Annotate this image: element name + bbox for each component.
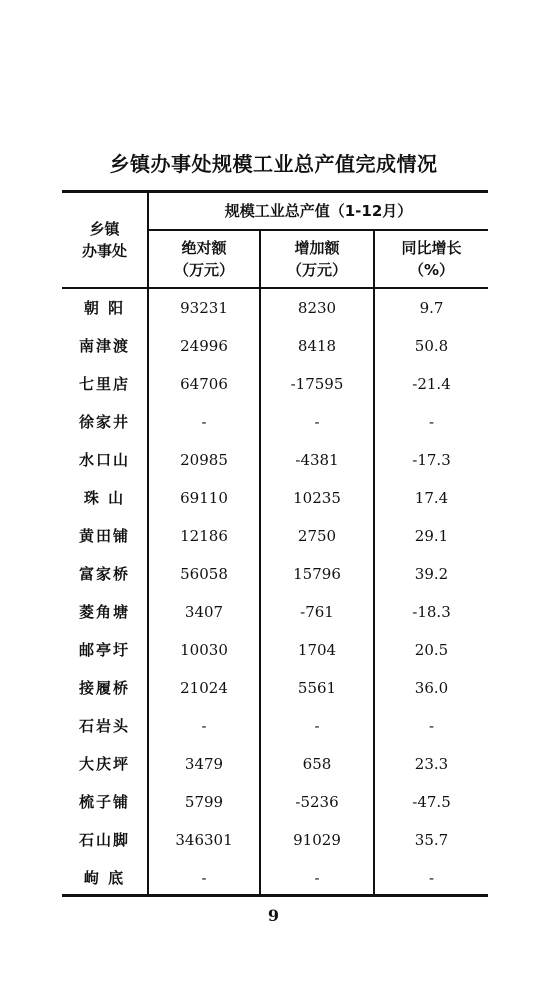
row-name: 珠 山 — [83, 489, 126, 507]
cell-absolute: 10030 — [180, 641, 228, 659]
row-name: 富家桥 — [78, 565, 130, 583]
cell-increase: -5236 — [295, 793, 339, 811]
cell-absolute: 12186 — [180, 527, 228, 545]
cell-growth: -18.3 — [412, 603, 451, 621]
cell-growth: 17.4 — [414, 489, 449, 507]
cell-increase: 91029 — [293, 831, 341, 849]
row-name: 七里店 — [78, 375, 130, 393]
cell-absolute: - — [201, 869, 207, 887]
cell-increase: 1704 — [297, 641, 337, 659]
group-header-label: 规模工业总产值（1-12月） — [224, 202, 413, 220]
cell-increase: -4381 — [295, 451, 339, 469]
column-header-increase-line1: 增加额 — [294, 238, 340, 257]
cell-absolute: 21024 — [180, 679, 228, 697]
cell-increase: 2750 — [297, 527, 337, 545]
cell-increase: -17595 — [290, 375, 344, 393]
cell-absolute: 20985 — [180, 451, 228, 469]
row-name: 梳子铺 — [78, 793, 130, 811]
cell-increase: -761 — [300, 603, 334, 621]
cell-absolute: 5799 — [184, 793, 224, 811]
row-name: 石岩头 — [78, 717, 130, 735]
column-header-growth-line1: 同比增长 — [401, 238, 462, 257]
row-name: 朝 阳 — [83, 299, 126, 317]
cell-growth: -47.5 — [412, 793, 451, 811]
row-name: 黄田铺 — [78, 527, 130, 545]
row-label-header-line1: 乡镇 — [89, 220, 120, 238]
row-label-header — [62, 193, 147, 287]
cell-increase: 8230 — [297, 299, 337, 317]
page-number: 9 — [267, 906, 280, 925]
column-header-absolute-line2: （万元） — [173, 260, 234, 279]
cell-absolute: 3479 — [184, 755, 224, 773]
table-title: 乡镇办事处规模工业总产值完成情况 — [109, 152, 438, 176]
row-name: 水口山 — [78, 451, 130, 469]
cell-growth: 20.5 — [414, 641, 449, 659]
row-name: 徐家井 — [78, 413, 130, 431]
row-name: 接履桥 — [78, 679, 130, 697]
row-name: 石山脚 — [78, 831, 130, 849]
cell-absolute: 69110 — [180, 489, 228, 507]
cell-growth: 23.3 — [414, 755, 449, 773]
cell-absolute: 93231 — [180, 299, 228, 317]
row-label-header-line2: 办事处 — [81, 242, 127, 260]
cell-absolute: 24996 — [180, 337, 228, 355]
cell-growth: 50.8 — [414, 337, 449, 355]
cell-increase: 5561 — [297, 679, 337, 697]
cell-growth: - — [428, 717, 435, 735]
cell-growth: 36.0 — [414, 679, 449, 697]
column-header-increase — [261, 230, 373, 287]
cell-increase: 10235 — [293, 489, 341, 507]
column-header-increase-line2: （万元） — [286, 260, 347, 279]
cell-absolute: 64706 — [180, 375, 228, 393]
cell-growth: -17.3 — [412, 451, 451, 469]
column-header-growth-line2: （%） — [408, 260, 455, 279]
column-header-absolute-line1: 绝对额 — [181, 238, 227, 257]
column-header-growth — [375, 230, 488, 287]
row-name: 大庆坪 — [78, 755, 130, 773]
cell-growth: 39.2 — [414, 565, 449, 583]
row-name: 岣 底 — [83, 869, 126, 887]
cell-absolute: 56058 — [180, 565, 228, 583]
cell-growth: - — [428, 869, 435, 887]
cell-growth: 35.7 — [414, 831, 449, 849]
cell-absolute: - — [201, 717, 207, 735]
cell-growth: -21.4 — [412, 375, 451, 393]
cell-absolute: - — [201, 413, 207, 431]
column-header-absolute — [149, 230, 259, 287]
cell-increase: 658 — [302, 755, 332, 773]
cell-growth: - — [428, 413, 435, 431]
cell-increase: - — [314, 717, 320, 735]
cell-increase: 15796 — [293, 565, 341, 583]
cell-growth: 9.7 — [419, 299, 444, 317]
cell-growth: 29.1 — [414, 527, 449, 545]
cell-increase: - — [314, 869, 320, 887]
group-header — [149, 193, 488, 229]
row-name: 菱角塘 — [78, 603, 130, 621]
row-name: 南津渡 — [78, 337, 130, 355]
cell-increase: - — [314, 413, 320, 431]
row-name: 邮亭圩 — [78, 641, 130, 659]
cell-absolute: 346301 — [175, 831, 233, 849]
cell-increase: 8418 — [297, 337, 337, 355]
cell-absolute: 3407 — [184, 603, 224, 621]
